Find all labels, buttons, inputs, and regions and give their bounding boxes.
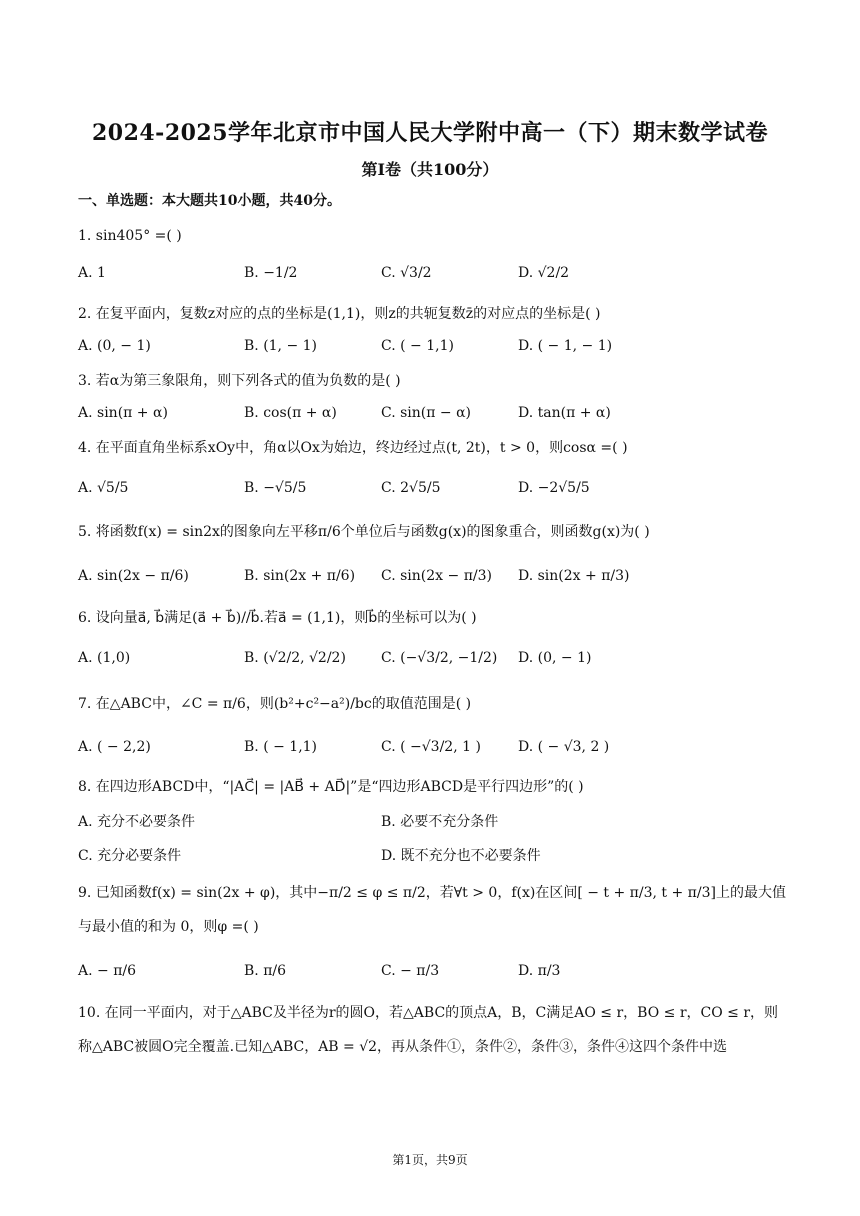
option-b: B. 必要不充分条件 <box>381 814 499 830</box>
option-d: D. tan(π + α) <box>518 405 611 421</box>
exam-title: 2024-2025学年北京市中国人民大学附中高一（下）期末数学试卷 <box>91 120 769 146</box>
option-d: D. ( − √3, 2 ) <box>518 739 610 755</box>
option-b: B. −√5/5 <box>244 480 307 496</box>
option-c: C. ( − 1,1) <box>381 338 454 354</box>
option-d: D. sin(2x + π/3) <box>518 568 630 584</box>
option-d: D. 既不充分也不必要条件 <box>381 848 541 864</box>
exam-part-subtitle: 第Ⅰ卷（共100分） <box>361 160 499 179</box>
option-b: B. cos(π + α) <box>244 405 337 421</box>
option-c: C. sin(2x − π/3) <box>381 568 492 584</box>
question-1-options <box>78 265 798 293</box>
question-4-options <box>78 480 798 508</box>
option-b: B. ( − 1,1) <box>244 739 318 755</box>
option-b: B. (1, − 1) <box>244 338 318 354</box>
option-b: B. sin(2x + π/6) <box>244 568 356 584</box>
option-c: C. √3/2 <box>381 265 432 281</box>
option-a: A. (1,0) <box>78 650 131 666</box>
option-d: D. −2√5/5 <box>518 480 590 496</box>
option-c: C. (−√3/2, −1/2) <box>381 650 498 666</box>
question-8-stem: 8. 在四边形ABCD中，“|AC⃗| = |AB⃗ + AD⃗|”是“四边形ABCD是平行四边形”的( ) <box>78 779 584 795</box>
question-1-stem: 1. sin405° =( ) <box>78 228 182 244</box>
question-8-options-row-1 <box>78 811 798 839</box>
question-2-options <box>78 338 798 366</box>
option-c: C. 充分必要条件 <box>78 848 182 864</box>
page-footer: 第1页，共9页 <box>392 1153 468 1167</box>
option-d: D. √2/2 <box>518 265 570 281</box>
option-c: C. 2√5/5 <box>381 480 441 496</box>
question-6-options <box>78 650 798 678</box>
question-3-options <box>78 405 798 433</box>
option-d: D. (0, − 1) <box>518 650 592 666</box>
option-b: B. (√2/2, √2/2) <box>244 650 346 666</box>
question-9-stem: 9. 已知函数f(x) = sin(2x + φ)，其中−π/2 ≤ φ ≤ π/2，若∀t > 0，f(x)在区间[ − t + π/3, t + π/3]上的最大值与最小值的和为 0，则φ =( ) <box>78 885 786 935</box>
section-heading: 一、单选题：本大题共10小题，共40分。 <box>78 193 341 209</box>
option-c: C. − π/3 <box>381 963 440 979</box>
question-7-stem: 7. 在△ABC中，∠C = π/6，则(b²+c²−a²)/bc的取值范围是( ) <box>78 696 472 712</box>
option-b: B. −1/2 <box>244 265 298 281</box>
option-c: C. ( −√3/2, 1 ) <box>381 739 481 755</box>
question-6-stem: 6. 设向量a⃗, b⃗满足(a⃗ + b⃗)//b⃗.若a⃗ = (1,1)，则b⃗的坐标可以为( ) <box>78 610 477 626</box>
question-2-stem: 2. 在复平面内，复数z对应的点的坐标是(1,1)，则z的共轭复数z̄的对应点的坐标是( ) <box>78 306 601 322</box>
option-a: A. 1 <box>78 265 106 281</box>
option-a: A. √5/5 <box>78 480 129 496</box>
question-3-stem: 3. 若α为第三象限角，则下列各式的值为负数的是( ) <box>78 373 401 389</box>
option-a: A. − π/6 <box>78 963 137 979</box>
question-4-stem: 4. 在平面直角坐标系xOy中，角α以Ox为始边，终边经过点(t, 2t)，t > 0，则cosα =( ) <box>78 440 628 456</box>
option-d: D. π/3 <box>518 963 561 979</box>
option-c: C. sin(π − α) <box>381 405 472 421</box>
option-a: A. 充分不必要条件 <box>78 814 196 830</box>
option-a: A. sin(π + α) <box>78 405 168 421</box>
question-5-stem: 5. 将函数f(x) = sin2x的图象向左平移π/6个单位后与函数g(x)的图象重合，则函数g(x)为( ) <box>78 524 650 540</box>
option-d: D. ( − 1, − 1) <box>518 338 613 354</box>
option-a: A. (0, − 1) <box>78 338 151 354</box>
option-a: A. sin(2x − π/6) <box>78 568 189 584</box>
question-5-options <box>78 568 798 596</box>
option-a: A. ( − 2,2) <box>78 739 151 755</box>
question-10-stem: 10. 在同一平面内，对于△ABC及半径为r的圆O，若△ABC的顶点A，B，C满足AO ≤ r，BO ≤ r，CO ≤ r，则称△ABC被圆O完全覆盖.已知△ABC，AB = √2，再从条件①，条件②，条件③，条件④这四个条件中选 <box>78 1005 779 1055</box>
question-7-options <box>78 739 798 767</box>
question-9-options <box>78 963 798 991</box>
question-8-options-row-2 <box>78 845 798 873</box>
option-b: B. π/6 <box>244 963 287 979</box>
